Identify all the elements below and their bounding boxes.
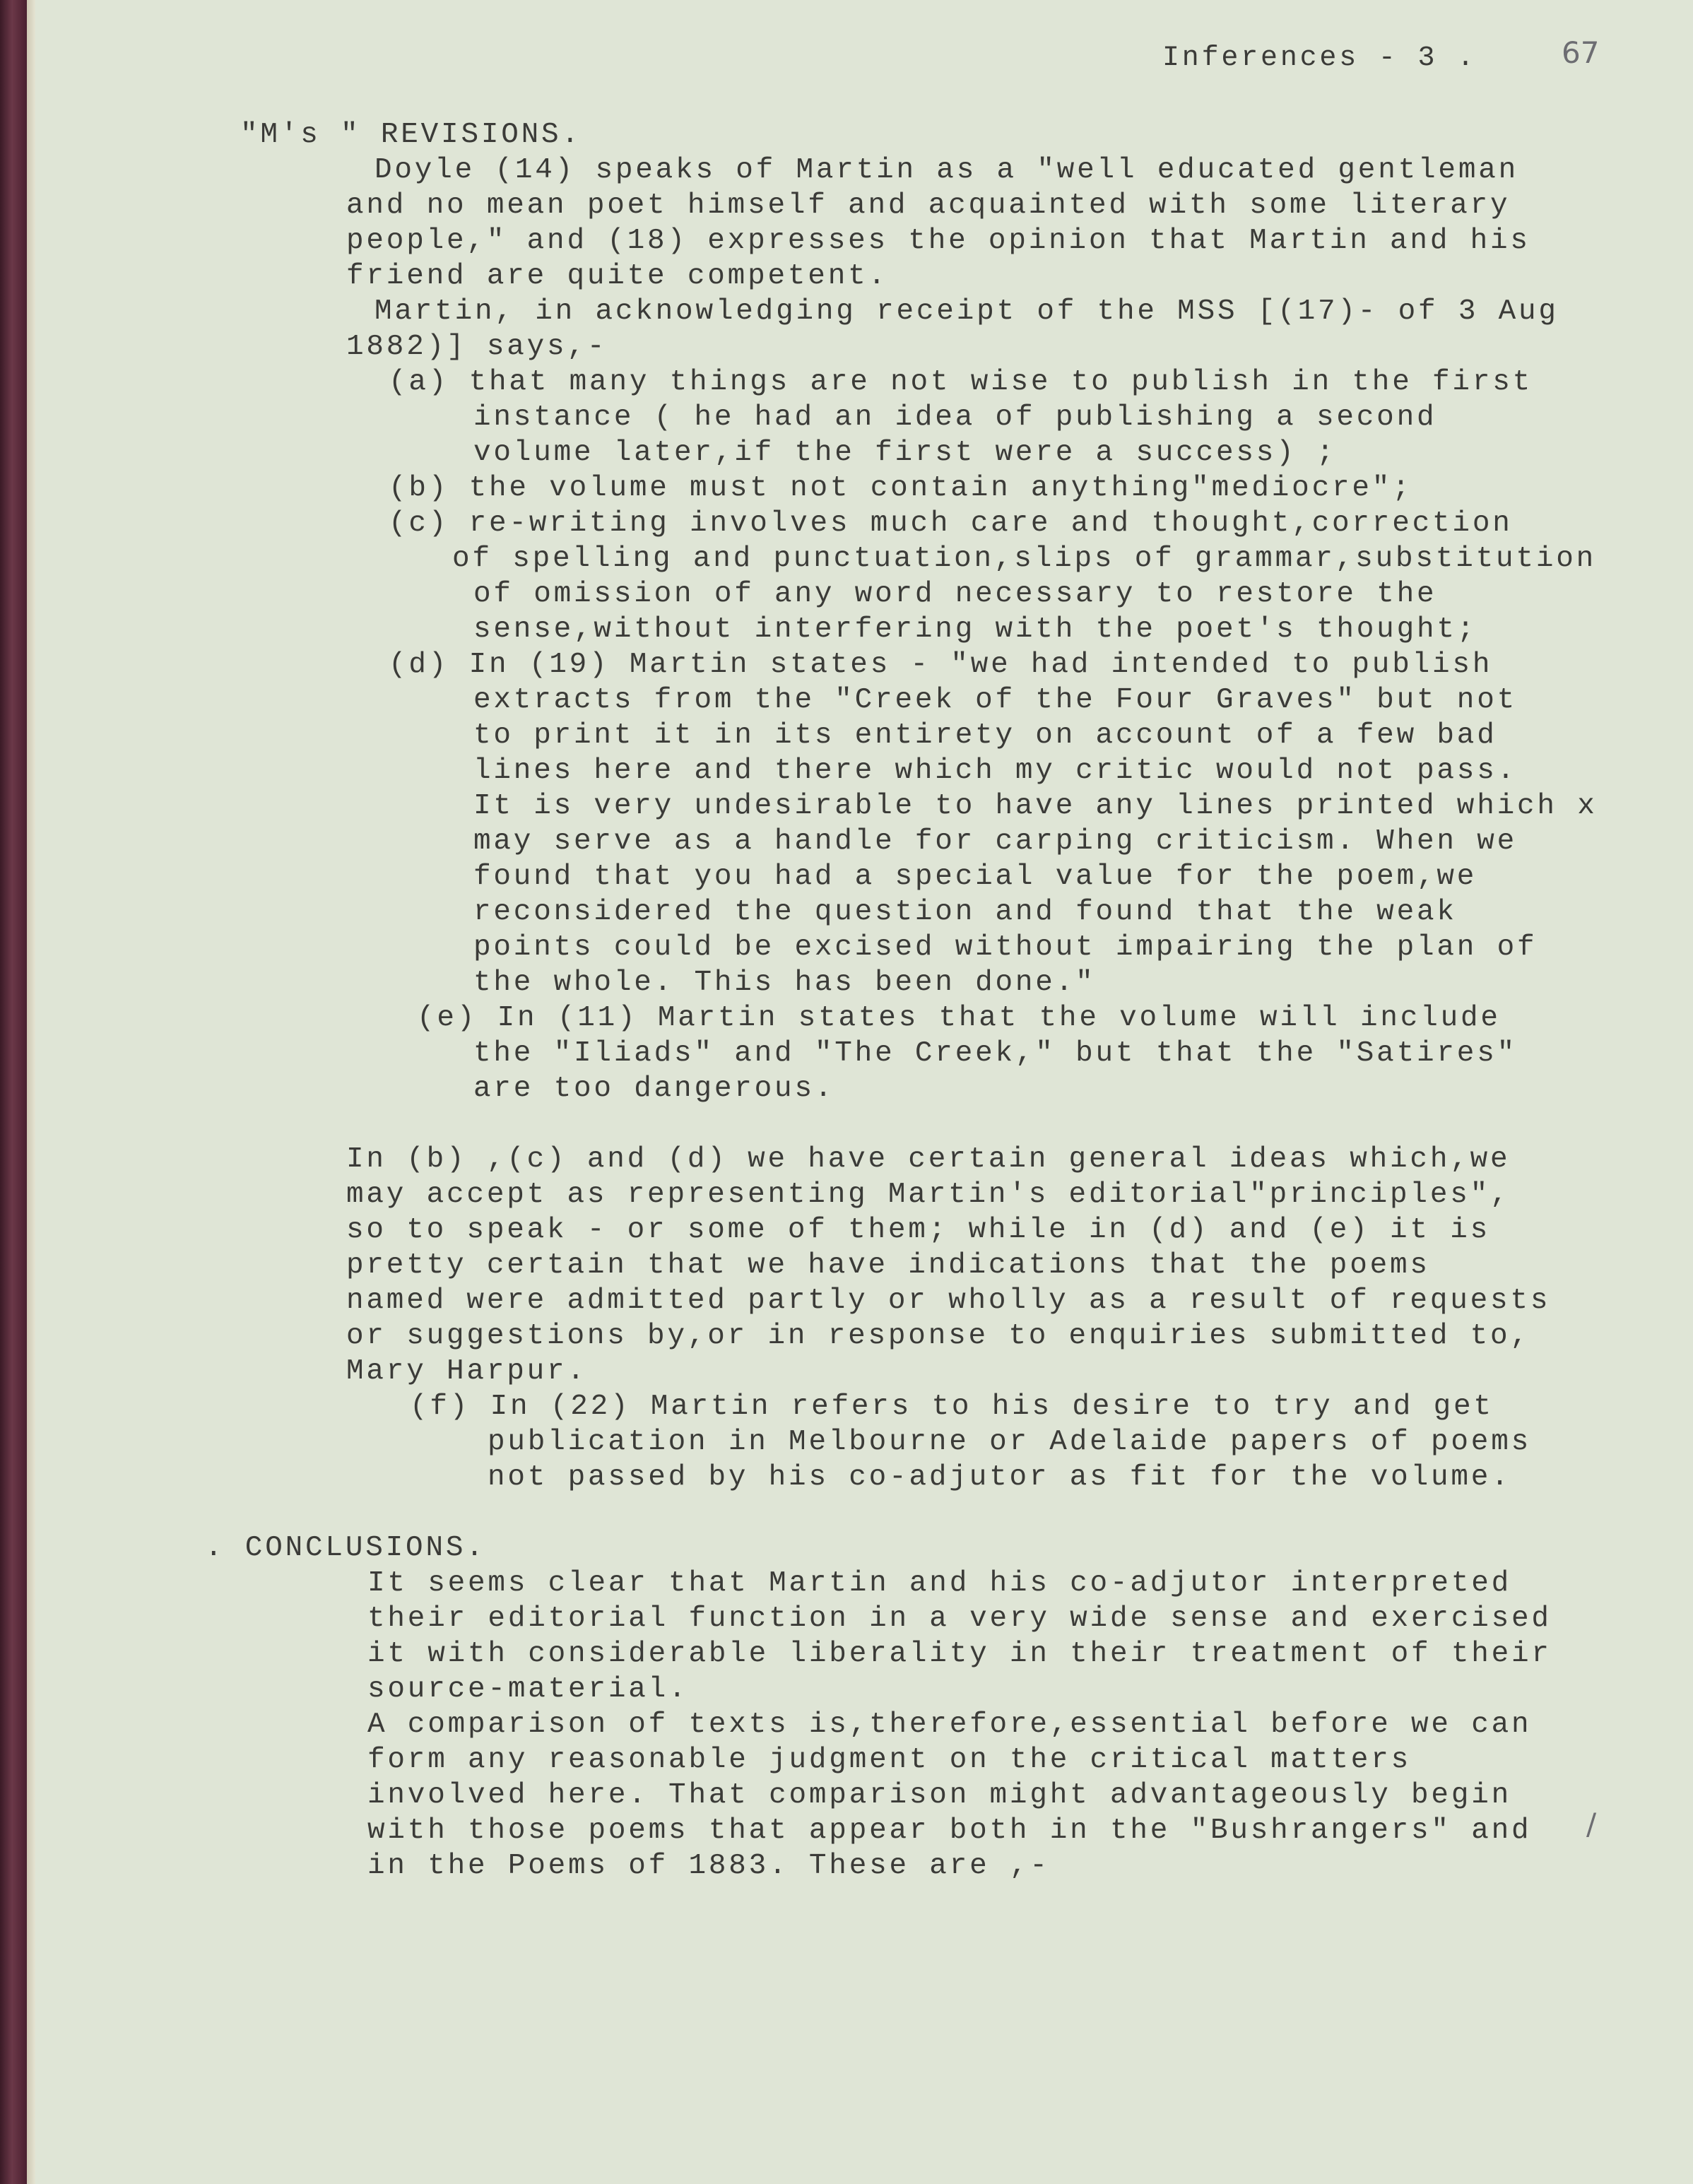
text-line: friend are quite competent. xyxy=(346,260,888,293)
text-line: involved here. That comparison might advantageously begin xyxy=(367,1779,1512,1812)
text-line: A comparison of texts is,therefore,essential before we can xyxy=(367,1708,1532,1741)
text-line: Martin, in acknowledging receipt of the MSS [(17)- of 3 Aug xyxy=(374,295,1559,328)
quote-line: lines here and there which my critic would not pass. xyxy=(473,755,1518,787)
typescript-page xyxy=(35,0,1693,2184)
list-item: sense,without interfering with the poet's thought; xyxy=(473,613,1477,646)
list-item: the "Iliads" and "The Creek," but that the "Satires" xyxy=(473,1037,1518,1070)
text-line: or suggestions by,or in response to enquiries submitted to, xyxy=(346,1320,1530,1352)
quote-line: extracts from the "Creek of the Four Graves" but not xyxy=(473,684,1518,716)
text-line: 1882)] says,- xyxy=(346,331,608,363)
list-item: (a) that many things are not wise to publish in the first xyxy=(389,366,1533,399)
list-item: are too dangerous. xyxy=(473,1073,835,1105)
quote-line: the whole. This has been done." xyxy=(473,967,1096,999)
text-line: people," and (18) expresses the opinion that Martin and his xyxy=(346,225,1530,257)
quote-line: points could be excised without impairing the plan of xyxy=(473,931,1538,964)
list-item: not passed by his co-adjutor as fit for the volume. xyxy=(488,1461,1511,1494)
list-item: publication in Melbourne or Adelaide papers of poems xyxy=(488,1426,1532,1458)
page-number-annotation: 67 xyxy=(1562,35,1600,70)
section-heading: "M's " REVISIONS. xyxy=(240,119,582,151)
text-line: Doyle (14) speaks of Martin as a "well educated gentleman xyxy=(374,154,1519,187)
quote-line: It is very undesirable to have any lines printed which x xyxy=(473,790,1598,822)
section-heading: . CONCLUSIONS. xyxy=(205,1532,486,1564)
text-line: named were admitted partly or wholly as a result of requests xyxy=(346,1285,1551,1317)
list-item: (f) In (22) Martin refers to his desire to try and get xyxy=(410,1391,1494,1423)
list-item: (e) In (11) Martin states that the volume will include xyxy=(417,1002,1501,1034)
text-line: it with considerable liberality in their treatment of their xyxy=(367,1638,1552,1670)
list-item: (b) the volume must not contain anything"mediocre"; xyxy=(389,472,1412,504)
margin-tick-mark: / xyxy=(1586,1807,1597,1841)
text-line: Mary Harpur. xyxy=(346,1355,587,1388)
list-item: volume later,if the first were a success) ; xyxy=(473,437,1337,469)
quote-line: to print it in its entirety on account of a few bad xyxy=(473,719,1497,752)
page-edge xyxy=(27,0,35,2184)
list-item: (c) re-writing involves much care and thought,correction xyxy=(389,507,1513,540)
text-line: with those poems that appear both in the "Bushrangers" and xyxy=(367,1814,1532,1847)
quote-line: found that you had a special value for the poem,we xyxy=(473,861,1477,893)
list-item: instance ( he had an idea of publishing a second xyxy=(473,401,1437,434)
page-header: Inferences - 3 . xyxy=(1162,42,1477,74)
text-line: It seems clear that Martin and his co-adjutor interpreted xyxy=(367,1567,1512,1600)
list-item: of spelling and punctuation,slips of grammar,substitution xyxy=(452,543,1597,575)
text-line: and no mean poet himself and acquainted with some literary xyxy=(346,189,1511,222)
text-line: form any reasonable judgment on the critical matters xyxy=(367,1744,1412,1776)
text-line: may accept as representing Martin's editorial"principles", xyxy=(346,1179,1511,1211)
text-line: so to speak - or some of them; while in (d) and (e) it is xyxy=(346,1214,1491,1246)
quote-line: may serve as a handle for carping criticism. When we xyxy=(473,825,1518,858)
list-item: (d) In (19) Martin states - "we had intended to publish xyxy=(389,649,1493,681)
list-item: of omission of any word necessary to restore the xyxy=(473,578,1437,610)
book-binding xyxy=(0,0,27,2184)
text-line: pretty certain that we have indications that the poems xyxy=(346,1249,1430,1282)
text-line: their editorial function in a very wide sense and exercised xyxy=(367,1602,1552,1635)
quote-line: reconsidered the question and found that the weak xyxy=(473,896,1457,928)
text-line: source-material. xyxy=(367,1673,689,1706)
text-line: In (b) ,(c) and (d) we have certain general ideas which,we xyxy=(346,1143,1511,1176)
text-line: in the Poems of 1883. These are ,- xyxy=(367,1850,1050,1882)
